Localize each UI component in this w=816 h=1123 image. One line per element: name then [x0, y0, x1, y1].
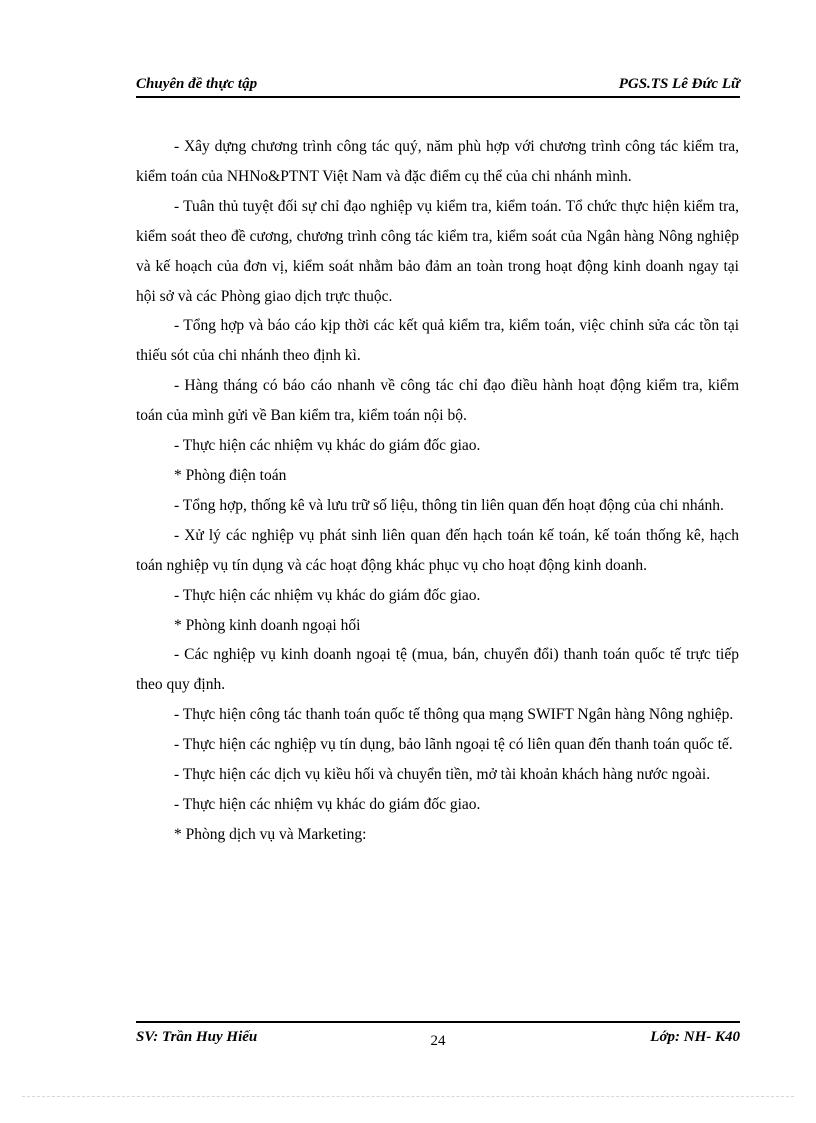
paragraph: - Thực hiện các nghiệp vụ tín dụng, bảo lãnh ngoại tệ có liên quan đến thanh toán quốc tế. — [174, 736, 733, 754]
section-heading: * Phòng dịch vụ và Marketing: — [174, 825, 367, 843]
page-footer — [136, 1021, 740, 1051]
paragraph: - Tuân thủ tuyệt đối sự chỉ đạo nghiệp vụ kiểm tra, kiểm toán. Tổ chức thực hiện kiểm tra, kiểm soát theo đề cương, chương trình công tác kiểm tra, kiểm soát của Ngân hàng Nông nghiệp và kế hoạch của đơn vị, kiểm soát nhằm bảo đảm an toàn trong hoạt động kinh doanh ngay tại hội sở và các Phòng giao dịch trực thuộc. — [136, 197, 739, 305]
paragraph: - Tổng hợp và báo cáo kịp thời các kết quả kiểm tra, kiểm toán, việc chỉnh sửa các tồn tại thiếu sót của chi nhánh theo định kì. — [136, 317, 739, 365]
paragraph: - Các nghiệp vụ kinh doanh ngoại tệ (mua, bán, chuyển đổi) thanh toán quốc tế trực tiếp theo quy định. — [136, 646, 739, 694]
paragraph: - Xây dựng chương trình công tác quý, năm phù hợp với chương trình công tác kiểm tra, kiểm toán của NHNo&PTNT Việt Nam và đặc điểm cụ thể của chi nhánh mình. — [136, 138, 739, 185]
paragraph: - Thực hiện các nhiệm vụ khác do giám đốc giao. — [174, 586, 481, 604]
document-body — [136, 132, 739, 850]
paragraph: - Thực hiện các nhiệm vụ khác do giám đốc giao. — [174, 795, 481, 813]
paragraph: - Thực hiện các nhiệm vụ khác do giám đốc giao. — [174, 437, 481, 455]
header-author: PGS.TS Lê Đức Lữ — [618, 76, 740, 92]
footer-class: Lớp: NH- K40 — [650, 1029, 740, 1045]
paragraph: - Xử lý các nghiệp vụ phát sinh liên quan đến hạch toán kế toán, kế toán thống kê, hạch toán nghiệp vụ tín dụng và các hoạt động khác phục vụ cho hoạt động kinh doanh. — [136, 526, 739, 574]
paragraph: - Thực hiện công tác thanh toán quốc tế thông qua mạng SWIFT Ngân hàng Nông nghiệp. — [174, 706, 734, 724]
page-divider — [22, 1096, 794, 1097]
paragraph: - Tổng hợp, thống kê và lưu trữ số liệu, thông tin liên quan đến hoạt động của chi nhánh. — [174, 496, 724, 514]
section-heading: * Phòng điện toán — [174, 466, 287, 484]
footer-student: SV: Trần Huy Hiếu — [136, 1029, 258, 1045]
section-heading: * Phòng kinh doanh ngoại hối — [174, 616, 361, 634]
paragraph: - Thực hiện các dịch vụ kiều hối và chuyển tiền, mở tài khoản khách hàng nước ngoài. — [174, 766, 711, 784]
paragraph: - Hàng tháng có báo cáo nhanh về công tác chỉ đạo điều hành hoạt động kiểm tra, kiểm toán của mình gửi về Ban kiểm tra, kiểm toán nội bộ. — [136, 377, 739, 425]
page-header — [136, 74, 740, 98]
header-title: Chuyên đề thực tập — [136, 76, 258, 92]
page-number: 24 — [430, 1033, 446, 1049]
